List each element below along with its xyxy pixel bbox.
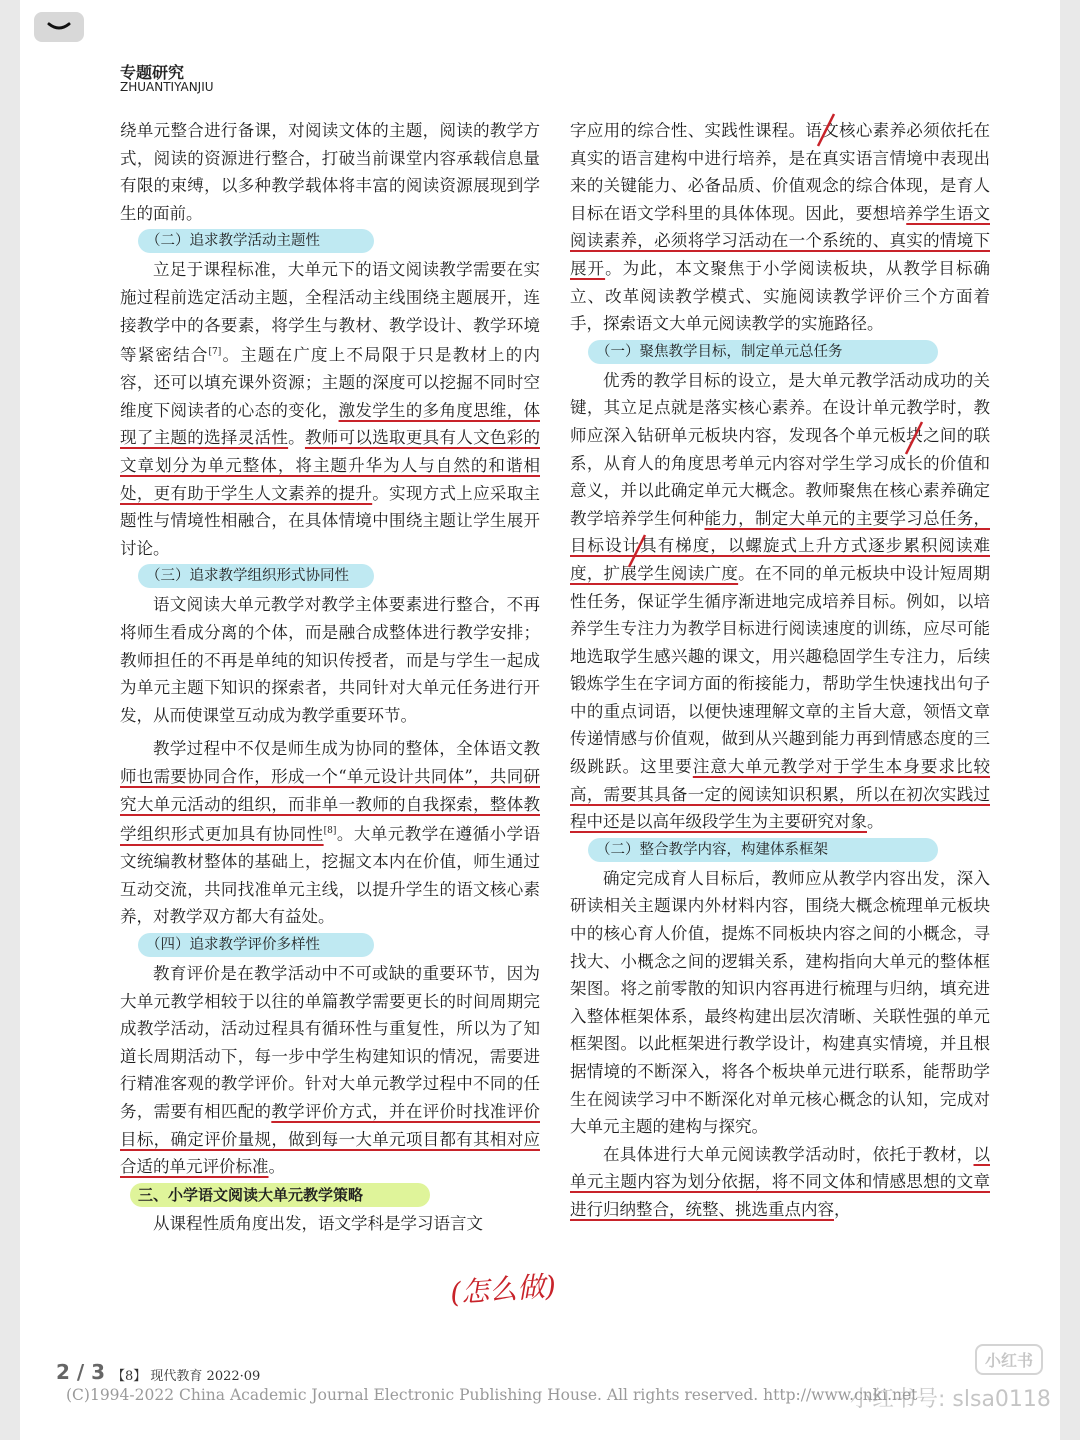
page-indicator: 2 / 3 — [56, 1360, 106, 1384]
paragraph: 教学过程中不仅是师生成为协同的整体，全体语文教师也需要协同合作，形成一个“单元设计共同体”，共同研究大单元活动的组织，而非单一教师的自我探索，整体教学组织形式更加具有协同性[8]。大单元教学在遵循小学语文统编教材整体的基础上，挖掘文本内在价值，师生通过互动交流，共同找准单元主线，以提升学生的语文核心素养，对教学双方都大有益处。 — [120, 739, 540, 927]
paragraph: 字应用的综合性、实践性课程。语文核心素养必须依托在真实的语言建构中进行培养，是在真实语言情境中表现出来的关键能力、必备品质、价值观念的综合体现，是育人目标在语文学科里的具体体现。因此，要想培养学生语文阅读素养，必须将学习活动在一个系统的、真实的情境下展开。为此，本文聚焦于小学阅读板块，从教学目标确立、改革阅读教学模式、实施阅读教学评价三个方面着手，探索语文大单元阅读教学的实施路径。 — [570, 121, 991, 334]
section-title: 专题研究 — [120, 63, 185, 82]
annotation-slash-mark — [900, 420, 930, 456]
subheading: （四）追求教学评价多样性 — [138, 933, 374, 957]
handwritten-note: (怎么做) — [449, 1269, 557, 1310]
paragraph: 从课程性质角度出发，语文学科是学习语言文 — [153, 1213, 483, 1233]
paragraph: 语文阅读大单元教学对教学主体要素进行整合，不再将师生看成分离的个体，而是融合成整体进行教学安排；教师担任的不再是单纯的知识传授者，而是与学生一起成为单元主题下知识的探索者，共同针对大单元任务进行开发，从而使课堂互动成为教学重要环节。 — [120, 595, 540, 725]
copyright-line: (C)1994-2022 China Academic Journal Electronic Publishing House. All rights reserved. http://www.cnki.net — [66, 1386, 918, 1404]
annotation-slash-mark — [812, 112, 842, 148]
right-column — [570, 117, 990, 1224]
subheading: （三）追求教学组织形式协同性 — [138, 564, 374, 588]
watermark-id: 小红书号: slsa0118 — [850, 1387, 1051, 1412]
main-heading: 三、小学语文阅读大单元教学策略 — [130, 1183, 430, 1207]
collapse-button[interactable] — [34, 12, 84, 42]
magazine-footer: 【8】 现代教育 2022·09 — [112, 1369, 261, 1384]
subheading: （二）追求教学活动主题性 — [138, 229, 374, 253]
left-column — [120, 117, 540, 1237]
subheading: （一）聚焦教学目标，制定单元总任务 — [588, 340, 938, 364]
paragraph: 优秀的教学目标的设立，是大单元教学活动成功的关键，其立足点就是落实核心素养。在设计单元教学时，教师应深入钻研单元板块内容，发现各个单元板块之间的联系，从育人的角度思考单元内容对学生学习成长的价值和意义，并以此确定单元大概念。教师聚焦在核心素养确定教学培养学生何种能力，制定大单元的主要学习总任务，目标设计具有梯度，以螺旋式上升方式逐步累积阅读难度，扩展学生阅读广度。在不同的单元板块中设计短周期性任务，保证学生循序渐进地完成培养目标。例如，以培养学生专注力为教学目标进行阅读速度的训练，应尽可能地选取学生感兴趣的课文，用兴趣稳固学生专注力，后续锻炼学生在字词方面的衔接能力，帮助学生快速找出句子中的重点词语，以便快速理解文章的主旨大意，领悟文章传递情感与价值观，做到从兴趣到能力再到情感态度的三级跳跃。这里要注意大单元教学对于学生本身要求比较高，需要其具备一定的阅读知识积累，所以在初次实践过程中还是以高年级段学生为主要研究对象。 — [570, 370, 991, 832]
subheading: （二）整合教学内容，构建体系框架 — [588, 838, 938, 862]
paragraph: 教育评价是在教学活动中不可或缺的重要环节，因为大单元教学相较于以往的单篇教学需要更长的时间周期完成教学活动，活动过程具有循环性与重复性，所以为了知道长周期活动下，每一步中学生构建知识的情况，需要进行精准客观的教学评价。针对大单元教学过程中不同的任务，需要有相匹配的教学评价方式，并在评价时找准评价目标，确定评价量规，做到每一大单元项目都有其相对应合适的单元评价标准。 — [120, 964, 540, 1177]
annotation-slash-mark — [623, 533, 653, 569]
watermark-logo: 小红书 — [975, 1344, 1043, 1375]
paragraph: 在具体进行大单元阅读教学活动时，依托于教材，以单元主题内容为划分依据，将不同文体和情感思想的文章进行归纳整合，统整、挑选重点内容， — [570, 1144, 990, 1219]
paragraph: 立足于课程标准，大单元下的语文阅读教学需要在实施过程前选定活动主题，全程活动主线围绕主题展开，连接教学中的各要素，将学生与教材、教学设计、教学环境等紧密结合[7]。主题在广度上不局限于只是教材上的内容，还可以填充课外资源；主题的深度可以挖掘不同时空维度下阅读者的心态的变化，激发学生的多角度思维，体现了主题的选择灵活性。教师可以选取更具有人文色彩的文章划分为单元整体，将主题升华为人与自然的和谐相处，更有助于学生人文素养的提升。实现方式上应采取主题性与情境性相融合，在具体情境中围绕主题让学生展开讨论。 — [120, 260, 541, 558]
paragraph: 确定完成育人目标后，教师应从教学内容出发，深入研读相关主题课内外材料内容，围绕大概念梳理单元板块中的核心育人价值，提炼不同板块内容之间的小概念，寻找大、小概念之间的逻辑关系，建构指向大单元的整体框架图。将之前零散的知识内容再进行梳理与归纳，填充进入整体框架体系，最终构建出层次清晰、关联性强的单元框架图。以此框架进行教学设计，构建真实情境，并且根据情境的不断深入，将各个板块单元进行联系，能帮助学生在阅读学习中不断深化对单元核心概念的认知，完成对大单元主题的建构与探究。 — [570, 868, 990, 1137]
chevron-down-icon — [46, 20, 72, 34]
document-page — [20, 0, 1060, 1440]
section-title-pinyin: ZHUANTIYANJIU — [120, 80, 214, 94]
paragraph: 绕单元整合进行备课，对阅读文体的主题，阅读的教学方式，阅读的资源进行整合，打破当前课堂内容承载信息量有限的束缚，以多种教学载体将丰富的阅读资源展现到学生的面前。 — [120, 121, 540, 223]
